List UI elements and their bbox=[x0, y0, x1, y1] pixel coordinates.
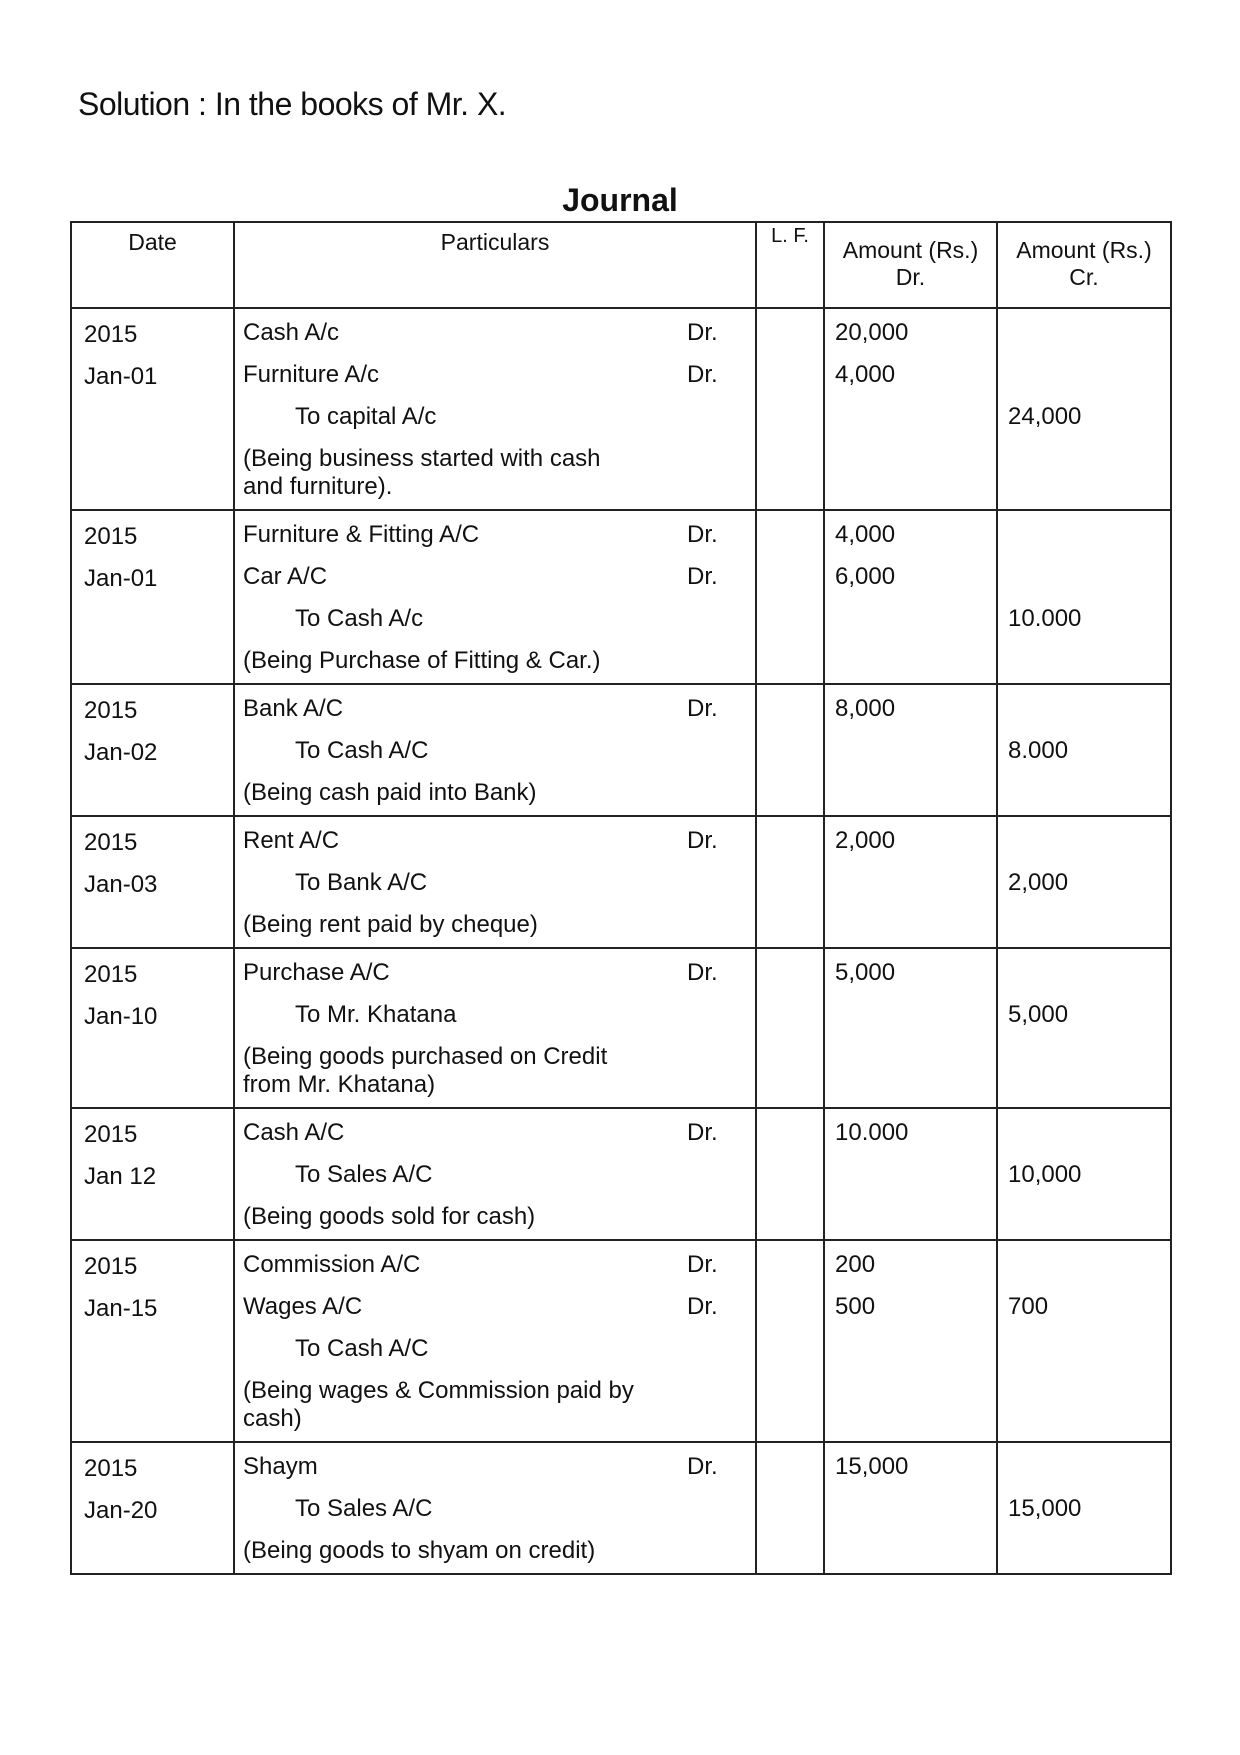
journal-entry-row bbox=[71, 1240, 1171, 1442]
credit-amount: 2,000 bbox=[1008, 869, 1069, 896]
account-name: To Sales A/C bbox=[295, 1495, 433, 1522]
particulars-line bbox=[243, 561, 747, 603]
debit-amount bbox=[835, 1333, 996, 1375]
amount-dr-label: Amount (Rs.) bbox=[842, 237, 979, 263]
credit-amount: 15,000 bbox=[1008, 1495, 1082, 1522]
journal-entry-row bbox=[71, 308, 1171, 510]
credit-amount: 24,000 bbox=[1008, 403, 1082, 430]
amount-cr-label: Amount (Rs.) bbox=[1016, 237, 1152, 263]
entry-particulars-cell bbox=[234, 510, 756, 684]
entry-credit-cell bbox=[997, 816, 1171, 948]
account-name: Furniture & Fitting A/C bbox=[243, 521, 480, 548]
dr-mark: Dr. bbox=[687, 827, 718, 854]
entry-particulars-cell bbox=[234, 308, 756, 510]
debit-amount bbox=[835, 1493, 996, 1535]
dr-mark: Dr. bbox=[687, 695, 718, 722]
entry-narration: (Being goods purchased on Credit from Mr. Khatana) bbox=[243, 1043, 608, 1098]
debit-amount bbox=[835, 401, 996, 443]
particulars-line bbox=[243, 603, 747, 645]
entry-date: Jan-03 bbox=[84, 871, 158, 898]
debit-amount: 200 bbox=[835, 1251, 876, 1278]
entry-credit-cell bbox=[997, 1108, 1171, 1240]
entry-year: 2015 bbox=[84, 1253, 138, 1280]
particulars-line bbox=[243, 825, 747, 867]
credit-amount bbox=[1008, 561, 1170, 603]
account-name: To Mr. Khatana bbox=[295, 1001, 457, 1028]
debit-amount: 8,000 bbox=[835, 695, 896, 722]
account-name: To Sales A/C bbox=[295, 1161, 433, 1188]
particulars-line bbox=[243, 519, 747, 561]
entry-debit-cell bbox=[824, 1108, 997, 1240]
account-name: Furniture A/c bbox=[243, 361, 380, 388]
entry-credit-cell bbox=[997, 948, 1171, 1108]
dr-mark: Dr. bbox=[687, 1251, 718, 1278]
entry-lf-cell bbox=[756, 510, 824, 684]
entry-date-cell bbox=[71, 510, 234, 684]
entry-credit-cell bbox=[997, 1240, 1171, 1442]
debit-amount: 5,000 bbox=[835, 959, 896, 986]
entry-date: Jan-01 bbox=[84, 363, 158, 390]
entry-debit-cell bbox=[824, 1442, 997, 1574]
entry-year: 2015 bbox=[84, 1121, 138, 1148]
journal-table bbox=[70, 221, 1172, 1575]
debit-amount bbox=[835, 999, 996, 1041]
entry-date-cell bbox=[71, 816, 234, 948]
entry-date-cell bbox=[71, 1240, 234, 1442]
entry-date: Jan-10 bbox=[84, 1003, 158, 1030]
particulars-line bbox=[243, 1159, 747, 1201]
entry-year: 2015 bbox=[84, 829, 138, 856]
entry-credit-cell bbox=[997, 510, 1171, 684]
amount-dr-header bbox=[824, 222, 997, 308]
account-name: To Bank A/C bbox=[295, 869, 428, 896]
entry-credit-cell bbox=[997, 1442, 1171, 1574]
credit-amount bbox=[1008, 1451, 1170, 1493]
account-name: Cash A/C bbox=[243, 1119, 345, 1146]
entry-year: 2015 bbox=[84, 321, 138, 348]
dr-mark: Dr. bbox=[687, 361, 718, 388]
dr-mark: Dr. bbox=[687, 319, 718, 346]
credit-amount: 10,000 bbox=[1008, 1161, 1082, 1188]
entry-date: Jan-02 bbox=[84, 739, 158, 766]
account-name: To capital A/c bbox=[295, 403, 437, 430]
account-name: Rent A/C bbox=[243, 827, 340, 854]
entry-narration: (Being goods to shyam on credit) bbox=[243, 1537, 596, 1564]
entry-date: Jan-20 bbox=[84, 1497, 158, 1524]
entry-lf-cell bbox=[756, 1240, 824, 1442]
entry-particulars-cell bbox=[234, 1108, 756, 1240]
dr-mark: Dr. bbox=[687, 1453, 718, 1480]
credit-amount: 5,000 bbox=[1008, 1001, 1069, 1028]
account-name: To Cash A/c bbox=[295, 605, 424, 632]
entry-narration: (Being wages & Commission paid by cash) bbox=[243, 1377, 634, 1432]
entry-date: Jan-01 bbox=[84, 565, 158, 592]
dr-mark: Dr. bbox=[687, 1119, 718, 1146]
account-name: Commission A/C bbox=[243, 1251, 421, 1278]
particulars-line bbox=[243, 693, 747, 735]
entry-particulars-cell bbox=[234, 1240, 756, 1442]
entry-date: Jan 12 bbox=[84, 1163, 157, 1190]
credit-amount bbox=[1008, 359, 1170, 401]
credit-amount bbox=[1008, 1117, 1170, 1159]
entry-narration: (Being Purchase of Fitting & Car.) bbox=[243, 647, 601, 674]
journal-header-row bbox=[71, 222, 1171, 308]
account-name: Bank A/C bbox=[243, 695, 344, 722]
amount-dr-sub: Dr. bbox=[895, 264, 926, 290]
particulars-line bbox=[243, 735, 747, 777]
account-name: Wages A/C bbox=[243, 1293, 363, 1320]
credit-amount: 10.000 bbox=[1008, 605, 1082, 632]
entry-year: 2015 bbox=[84, 1455, 138, 1482]
account-name: Cash A/c bbox=[243, 319, 340, 346]
particulars-line bbox=[243, 957, 747, 999]
debit-amount: 20,000 bbox=[835, 319, 909, 346]
journal-entry-row bbox=[71, 948, 1171, 1108]
debit-amount: 2,000 bbox=[835, 827, 896, 854]
entry-date-cell bbox=[71, 1442, 234, 1574]
debit-amount bbox=[835, 735, 996, 777]
debit-amount bbox=[835, 603, 996, 645]
debit-amount: 4,000 bbox=[835, 361, 896, 388]
entry-date-cell bbox=[71, 684, 234, 816]
account-name: To Cash A/C bbox=[295, 737, 429, 764]
credit-amount bbox=[1008, 825, 1170, 867]
entry-lf-cell bbox=[756, 308, 824, 510]
debit-amount bbox=[835, 867, 996, 909]
entry-year: 2015 bbox=[84, 961, 138, 988]
dr-mark: Dr. bbox=[687, 959, 718, 986]
particulars-line bbox=[243, 999, 747, 1041]
debit-amount: 15,000 bbox=[835, 1453, 909, 1480]
journal-entry-row bbox=[71, 1442, 1171, 1574]
solution-heading: Solution : In the books of Mr. X. bbox=[78, 86, 507, 122]
account-name: Purchase A/C bbox=[243, 959, 390, 986]
credit-amount: 700 bbox=[1008, 1293, 1049, 1320]
entry-particulars-cell bbox=[234, 948, 756, 1108]
account-name: To Cash A/C bbox=[295, 1335, 429, 1362]
credit-amount bbox=[1008, 519, 1170, 561]
dr-mark: Dr. bbox=[687, 1293, 718, 1320]
entry-date: Jan-15 bbox=[84, 1295, 158, 1322]
journal-entry-row bbox=[71, 684, 1171, 816]
entry-particulars-cell bbox=[234, 816, 756, 948]
entry-debit-cell bbox=[824, 510, 997, 684]
journal-entry-row bbox=[71, 1108, 1171, 1240]
entry-credit-cell bbox=[997, 684, 1171, 816]
particulars-header: Particulars bbox=[234, 222, 756, 308]
debit-amount bbox=[835, 1159, 996, 1201]
account-name: Shaym bbox=[243, 1453, 318, 1480]
particulars-line bbox=[243, 1249, 747, 1291]
entry-particulars-cell bbox=[234, 1442, 756, 1574]
particulars-line bbox=[243, 1451, 747, 1493]
journal-entry-row bbox=[71, 510, 1171, 684]
amount-cr-sub: Cr. bbox=[1069, 264, 1099, 290]
entry-year: 2015 bbox=[84, 523, 138, 550]
debit-amount: 4,000 bbox=[835, 521, 896, 548]
credit-amount bbox=[1008, 957, 1170, 999]
journal-entry-row bbox=[71, 816, 1171, 948]
dr-mark: Dr. bbox=[687, 563, 718, 590]
particulars-line bbox=[243, 1493, 747, 1535]
entry-narration: (Being business started with cash and furniture). bbox=[243, 445, 601, 500]
credit-amount bbox=[1008, 1249, 1170, 1291]
entry-date-cell bbox=[71, 1108, 234, 1240]
entry-particulars-cell bbox=[234, 684, 756, 816]
entry-narration: (Being rent paid by cheque) bbox=[243, 911, 538, 938]
entry-lf-cell bbox=[756, 816, 824, 948]
debit-amount: 6,000 bbox=[835, 563, 896, 590]
credit-amount bbox=[1008, 693, 1170, 735]
entry-date-cell bbox=[71, 948, 234, 1108]
entry-lf-cell bbox=[756, 1108, 824, 1240]
particulars-line bbox=[243, 1333, 747, 1375]
particulars-line bbox=[243, 401, 747, 443]
particulars-line bbox=[243, 1291, 747, 1333]
particulars-line bbox=[243, 317, 747, 359]
entry-narration: (Being cash paid into Bank) bbox=[243, 779, 537, 806]
credit-amount bbox=[1008, 317, 1170, 359]
particulars-line bbox=[243, 359, 747, 401]
account-name: Car A/C bbox=[243, 563, 328, 590]
credit-amount: 8.000 bbox=[1008, 737, 1069, 764]
debit-amount: 10.000 bbox=[835, 1119, 909, 1146]
entry-lf-cell bbox=[756, 684, 824, 816]
entry-credit-cell bbox=[997, 308, 1171, 510]
amount-cr-header bbox=[997, 222, 1171, 308]
entry-debit-cell bbox=[824, 1240, 997, 1442]
entry-lf-cell bbox=[756, 1442, 824, 1574]
entry-lf-cell bbox=[756, 948, 824, 1108]
entry-debit-cell bbox=[824, 308, 997, 510]
particulars-line bbox=[243, 1117, 747, 1159]
journal-title: Journal bbox=[562, 182, 678, 218]
entry-year: 2015 bbox=[84, 697, 138, 724]
credit-amount bbox=[1008, 1333, 1170, 1375]
debit-amount: 500 bbox=[835, 1293, 876, 1320]
lf-header: L. F. bbox=[756, 222, 824, 308]
dr-mark: Dr. bbox=[687, 521, 718, 548]
date-header: Date bbox=[71, 222, 234, 308]
particulars-line bbox=[243, 867, 747, 909]
entry-narration: (Being goods sold for cash) bbox=[243, 1203, 536, 1230]
entry-debit-cell bbox=[824, 948, 997, 1108]
entry-debit-cell bbox=[824, 684, 997, 816]
entry-debit-cell bbox=[824, 816, 997, 948]
entry-date-cell bbox=[71, 308, 234, 510]
